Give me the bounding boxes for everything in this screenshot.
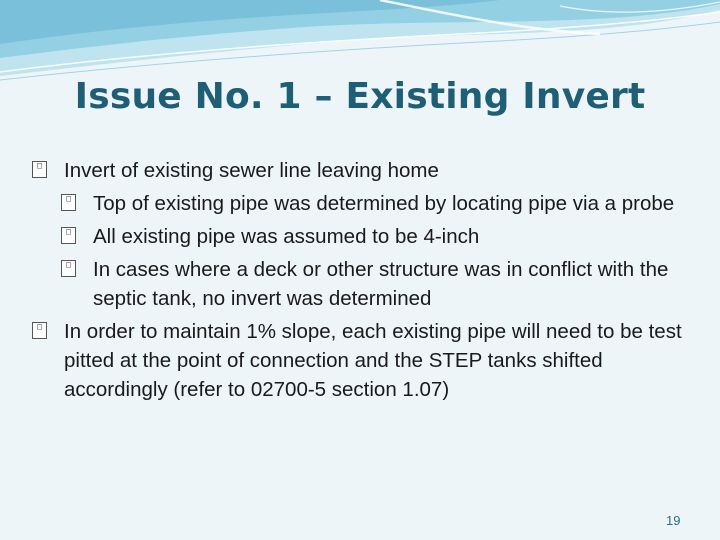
sub-bullet-item	[32, 189, 692, 218]
bullet-item	[32, 156, 692, 185]
bullet-glyph-icon: □	[61, 227, 76, 244]
bullet-list	[32, 156, 692, 404]
sub-bullet-text: In cases where a deck or other structure was in conflict with the septic tank, no invert was determined	[93, 258, 669, 310]
page-number: 19	[666, 513, 681, 528]
slide-title: Issue No. 1 – Existing Invert	[74, 76, 646, 117]
bullet-glyph-icon: □	[32, 161, 47, 178]
bullet-item	[32, 317, 692, 404]
sub-bullet-text: All existing pipe was assumed to be 4-inch	[93, 225, 480, 248]
sub-bullet-item	[32, 222, 692, 251]
sub-bullet-item	[32, 255, 692, 313]
bullet-glyph-icon: □	[61, 260, 76, 277]
bullet-glyph-icon: □	[61, 194, 76, 211]
bullet-text: In order to maintain 1% slope, each existing pipe will need to be test pitted at the point of connection and the STEP tanks shifted accordingly (refer to 02700-5 section 1.07)	[64, 320, 682, 401]
bullet-text: Invert of existing sewer line leaving home	[64, 159, 439, 182]
bullet-glyph-icon: □	[32, 322, 47, 339]
sub-bullet-text: Top of existing pipe was determined by locating pipe via a probe	[93, 192, 675, 215]
